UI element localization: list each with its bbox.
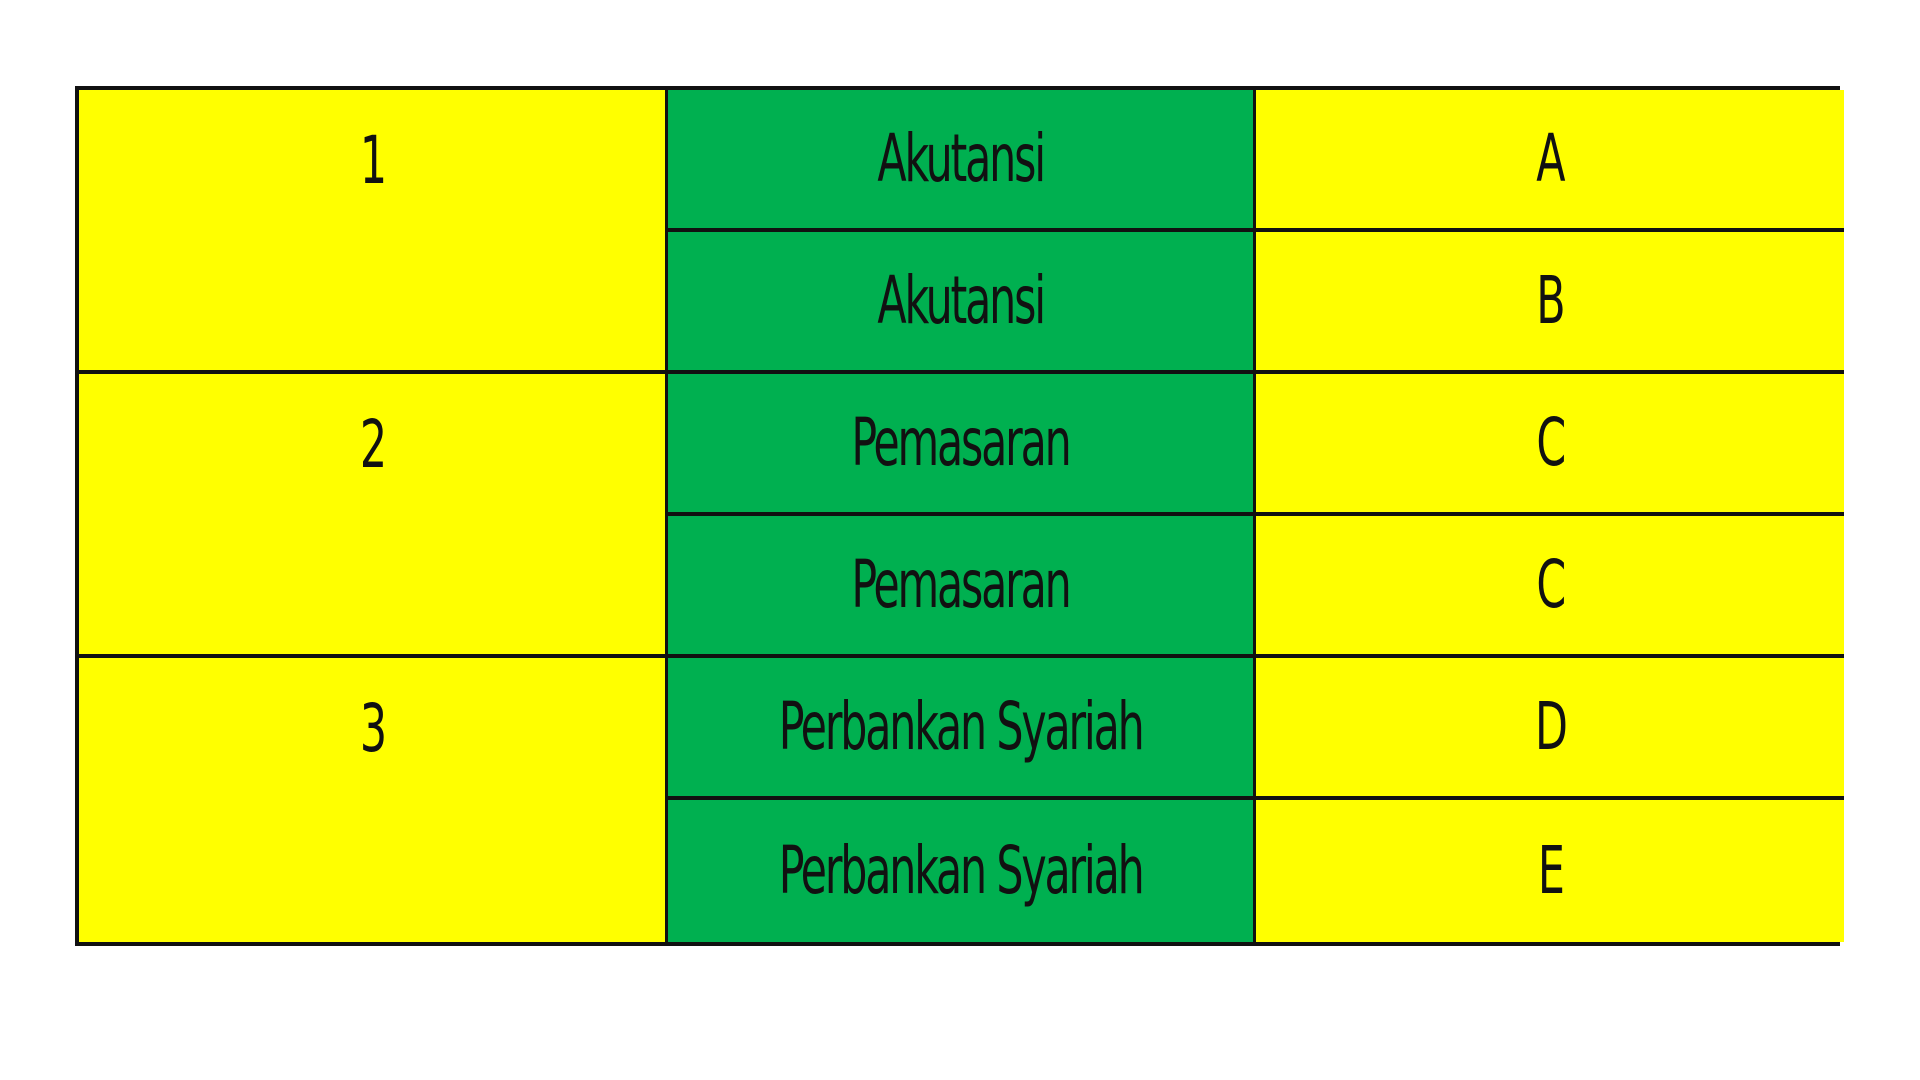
class-label: A <box>1536 120 1564 197</box>
program-name: Pemasaran <box>851 404 1070 481</box>
group-number: 3 <box>359 690 385 767</box>
program-name: Pemasaran <box>851 546 1070 623</box>
program-cell <box>668 658 1256 800</box>
class-cell <box>1256 90 1844 232</box>
class-label: C <box>1536 404 1564 481</box>
program-cell <box>668 90 1256 232</box>
class-cell <box>1256 516 1844 658</box>
group-number-cell <box>79 658 668 942</box>
program-name: Perbankan Syariah <box>778 688 1143 765</box>
data-table <box>75 86 1840 946</box>
program-name: Akutansi <box>877 120 1044 197</box>
program-cell <box>668 232 1256 374</box>
class-label: D <box>1534 688 1566 765</box>
class-cell <box>1256 800 1844 942</box>
group-number-cell <box>79 90 668 374</box>
program-cell <box>668 374 1256 516</box>
group-number: 2 <box>359 406 385 483</box>
group-number: 1 <box>359 122 385 199</box>
class-cell <box>1256 658 1844 800</box>
class-label: E <box>1537 832 1563 909</box>
class-label: C <box>1536 546 1564 623</box>
program-cell <box>668 800 1256 942</box>
group-number-cell <box>79 374 668 658</box>
program-cell <box>668 516 1256 658</box>
class-cell <box>1256 374 1844 516</box>
program-name: Akutansi <box>877 262 1044 339</box>
program-name: Perbankan Syariah <box>778 832 1143 909</box>
class-label: B <box>1536 262 1564 339</box>
class-cell <box>1256 232 1844 374</box>
